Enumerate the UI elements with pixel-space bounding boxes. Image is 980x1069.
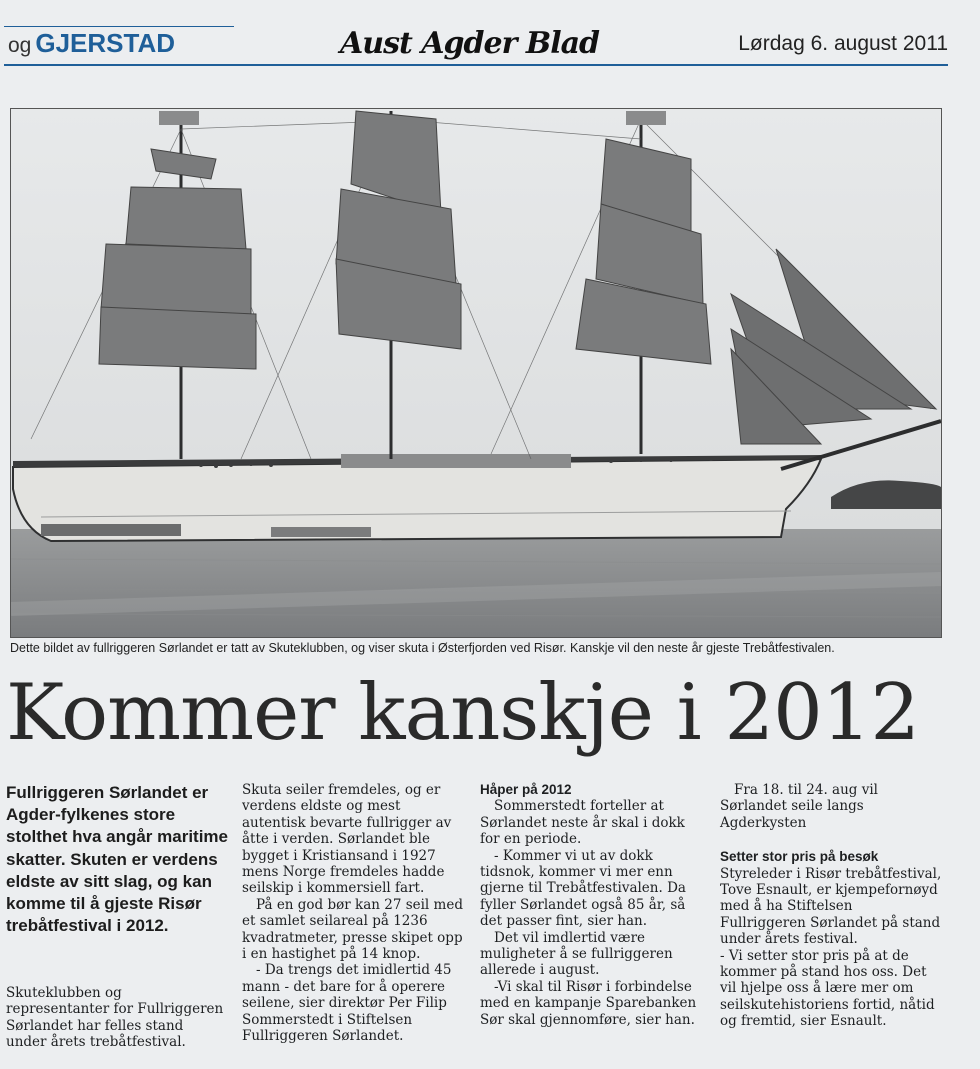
article-lead: Fullriggeren Sørlandet er Agder-fylkenes store stolthet hva angår maritime skatter. Skuten er verdens eldste av sitt slag, og kan komme til å gjeste Risør trebåtfestival i 2012. bbox=[6, 783, 229, 936]
section-title bbox=[8, 28, 175, 59]
section-name: GJERSTAD bbox=[35, 28, 176, 58]
paragraph: - Kommer vi ut av dokk tidsnok, kommer vi mer enn gjerne til Trebåtfestivalen. Da fyller Sørlandet også 85 år, så det passer fint, sier han. bbox=[480, 847, 686, 930]
paragraph: Styreleder i Risør trebåtfestival, Tove Esnault, er kjempefornøyd med å ha Stiftelsen Fullriggeren Sørlandet på stand under årets festival. bbox=[720, 865, 942, 948]
article-headline: Kommer kanskje i 2012 bbox=[6, 668, 919, 758]
paragraph: Fra 18. til 24. aug vil Sørlandet seile langs Agderkysten bbox=[720, 782, 878, 831]
paragraph: På en god bør kan 27 seil med et samlet seilareal på 1236 kvadratmeter, presse skipet opp i en hastighet på 14 knop. bbox=[242, 896, 463, 963]
column-2 bbox=[242, 782, 464, 1045]
paragraph: -Vi skal til Risør i forbindelse med en kampanje Sparebanken Sør skal gjennomføre, sier han. bbox=[480, 978, 697, 1028]
tall-ship-image bbox=[11, 109, 941, 637]
column-1-body bbox=[6, 985, 228, 1051]
subheading-hope-2012: Håper på 2012 bbox=[480, 782, 572, 797]
paragraph: Det vil imdlertid være muligheter å se fullriggeren allerede i august. bbox=[480, 929, 673, 979]
issue-date: Lørdag 6. august 2011 bbox=[738, 32, 948, 55]
subheading-appreciation: Setter stor pris på besøk bbox=[720, 849, 879, 865]
column-1 bbox=[6, 782, 228, 937]
paragraph: Sommerstedt forteller at Sørlandet neste år skal i dokk for en periode. bbox=[480, 798, 685, 848]
paragraph: Skuta seiler fremdeles, og er verdens eldste og mest autentisk bevarte fullrigger av åtte i verden. Sørlandet ble bygget i Kristiansand i 1927 mens Norge fremdeles hadde seilskip i kommersiell fart. bbox=[242, 782, 452, 897]
photo-caption: Dette bildet av fullriggeren Sørlandet er tatt av Skuteklubben, og viser skuta i Østerfjorden ved Risør. Kanskje vil den neste år gjeste Trebåtfestivalen. bbox=[10, 641, 835, 655]
page-header bbox=[4, 26, 948, 72]
header-top-rule bbox=[4, 26, 234, 27]
column-3 bbox=[480, 782, 702, 1028]
column-4 bbox=[720, 782, 942, 1030]
paragraph: - Vi setter stor pris på at de kommer på stand hos oss. Det vil hjelpe oss å lære mer om seilskutehistoriens fortid, nåtid og fremtid, sier Esnault. bbox=[720, 947, 935, 1030]
intro-paragraph: Skuteklubben og representanter for Fullriggeren Sørlandet har felles stand under årets trebåtfestival. bbox=[6, 985, 224, 1051]
newspaper-masthead: Aust Agder Blad bbox=[340, 26, 600, 61]
section-prefix: og bbox=[8, 34, 32, 57]
ship-photo bbox=[10, 108, 942, 638]
paragraph: - Da trengs det imidlertid 45 mann - det bare for å operere seilene, sier direktør Per Filip Sommerstedt i Stiftelsen Fullriggeren Sørlandet. bbox=[242, 962, 452, 1045]
header-rule bbox=[4, 64, 948, 66]
